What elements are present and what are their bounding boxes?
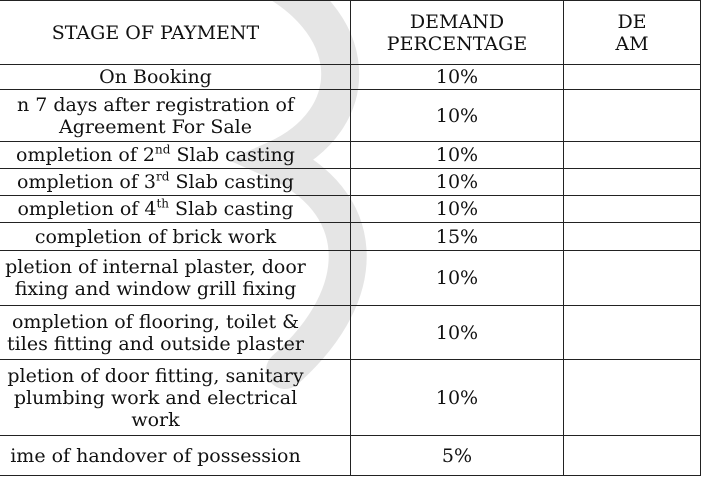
stage-text: ime of handover of possession bbox=[10, 444, 301, 467]
stage-text-line: pletion of door fitting, sanitary bbox=[7, 364, 304, 387]
stage-text: Slab casting bbox=[169, 198, 294, 220]
stage-text-line: work bbox=[131, 408, 180, 431]
ordinal-suffix: nd bbox=[155, 142, 171, 157]
amount-cell bbox=[564, 196, 701, 223]
percent-cell: 10% bbox=[351, 169, 564, 196]
amount-cell bbox=[564, 65, 701, 90]
stage-cell bbox=[0, 251, 351, 306]
stage-text: ompletion of 3 bbox=[17, 171, 157, 193]
stage-cell bbox=[0, 436, 351, 476]
percent-cell: 15% bbox=[351, 223, 564, 251]
stage-cell bbox=[0, 306, 351, 360]
amount-cell bbox=[564, 251, 701, 306]
table-row bbox=[0, 306, 701, 360]
stage-text-line: pletion of internal plaster, door bbox=[5, 256, 306, 278]
stage-text-line: tiles fitting and outside plaster bbox=[7, 332, 304, 355]
stage-text-line: fixing and window grill fixing bbox=[14, 278, 297, 300]
header-stage-of-payment: STAGE OF PAYMENT bbox=[0, 1, 351, 65]
table-row bbox=[0, 169, 701, 196]
stage-text: ompletion of 4 bbox=[17, 198, 157, 220]
amount-cell bbox=[564, 306, 701, 360]
stage-text: Slab casting bbox=[170, 144, 295, 166]
amount-cell bbox=[564, 223, 701, 251]
header-demand-percentage bbox=[351, 1, 564, 65]
stage-text: completion of brick work bbox=[34, 225, 277, 248]
table-row bbox=[0, 142, 701, 169]
header-amount-line2: AM bbox=[615, 32, 649, 55]
percent-cell: 10% bbox=[351, 251, 564, 306]
stage-text: On Booking bbox=[99, 66, 212, 88]
stage-cell bbox=[0, 169, 351, 196]
percent-cell: 10% bbox=[351, 196, 564, 223]
header-row bbox=[0, 1, 701, 65]
table-row bbox=[0, 436, 701, 476]
stage-cell bbox=[0, 142, 351, 169]
header-demand-amount bbox=[564, 1, 701, 65]
header-demand-line1: DEMAND bbox=[409, 10, 505, 33]
stage-cell bbox=[0, 65, 351, 90]
table-row bbox=[0, 196, 701, 223]
table-row bbox=[0, 223, 701, 251]
ordinal-suffix: th bbox=[156, 196, 170, 211]
amount-cell bbox=[564, 142, 701, 169]
stage-cell bbox=[0, 196, 351, 223]
stage-text-line: n 7 days after registration of bbox=[16, 93, 295, 116]
amount-cell bbox=[564, 360, 701, 436]
stage-cell bbox=[0, 360, 351, 436]
header-demand-line2: PERCENTAGE bbox=[386, 32, 528, 55]
stage-text: Slab casting bbox=[169, 171, 294, 193]
stage-text: ompletion of 2 bbox=[16, 144, 156, 166]
header-amount-line1: DE bbox=[617, 10, 647, 33]
table-row bbox=[0, 251, 701, 306]
percent-cell: 10% bbox=[351, 306, 564, 360]
percent-cell: 5% bbox=[351, 436, 564, 476]
stage-cell bbox=[0, 90, 351, 142]
ordinal-suffix: rd bbox=[156, 169, 170, 184]
table-row bbox=[0, 90, 701, 142]
table-row bbox=[0, 360, 701, 436]
table-row bbox=[0, 65, 701, 90]
stage-text-line: Agreement For Sale bbox=[59, 115, 252, 138]
percent-cell: 10% bbox=[351, 65, 564, 90]
amount-cell bbox=[564, 436, 701, 476]
stage-cell bbox=[0, 223, 351, 251]
amount-cell bbox=[564, 90, 701, 142]
percent-cell: 10% bbox=[351, 360, 564, 436]
percent-cell: 10% bbox=[351, 90, 564, 142]
stage-text-line: ompletion of flooring, toilet & bbox=[11, 310, 300, 333]
amount-cell bbox=[564, 169, 701, 196]
stage-text-line: plumbing work and electrical bbox=[13, 386, 298, 409]
percent-cell: 10% bbox=[351, 142, 564, 169]
